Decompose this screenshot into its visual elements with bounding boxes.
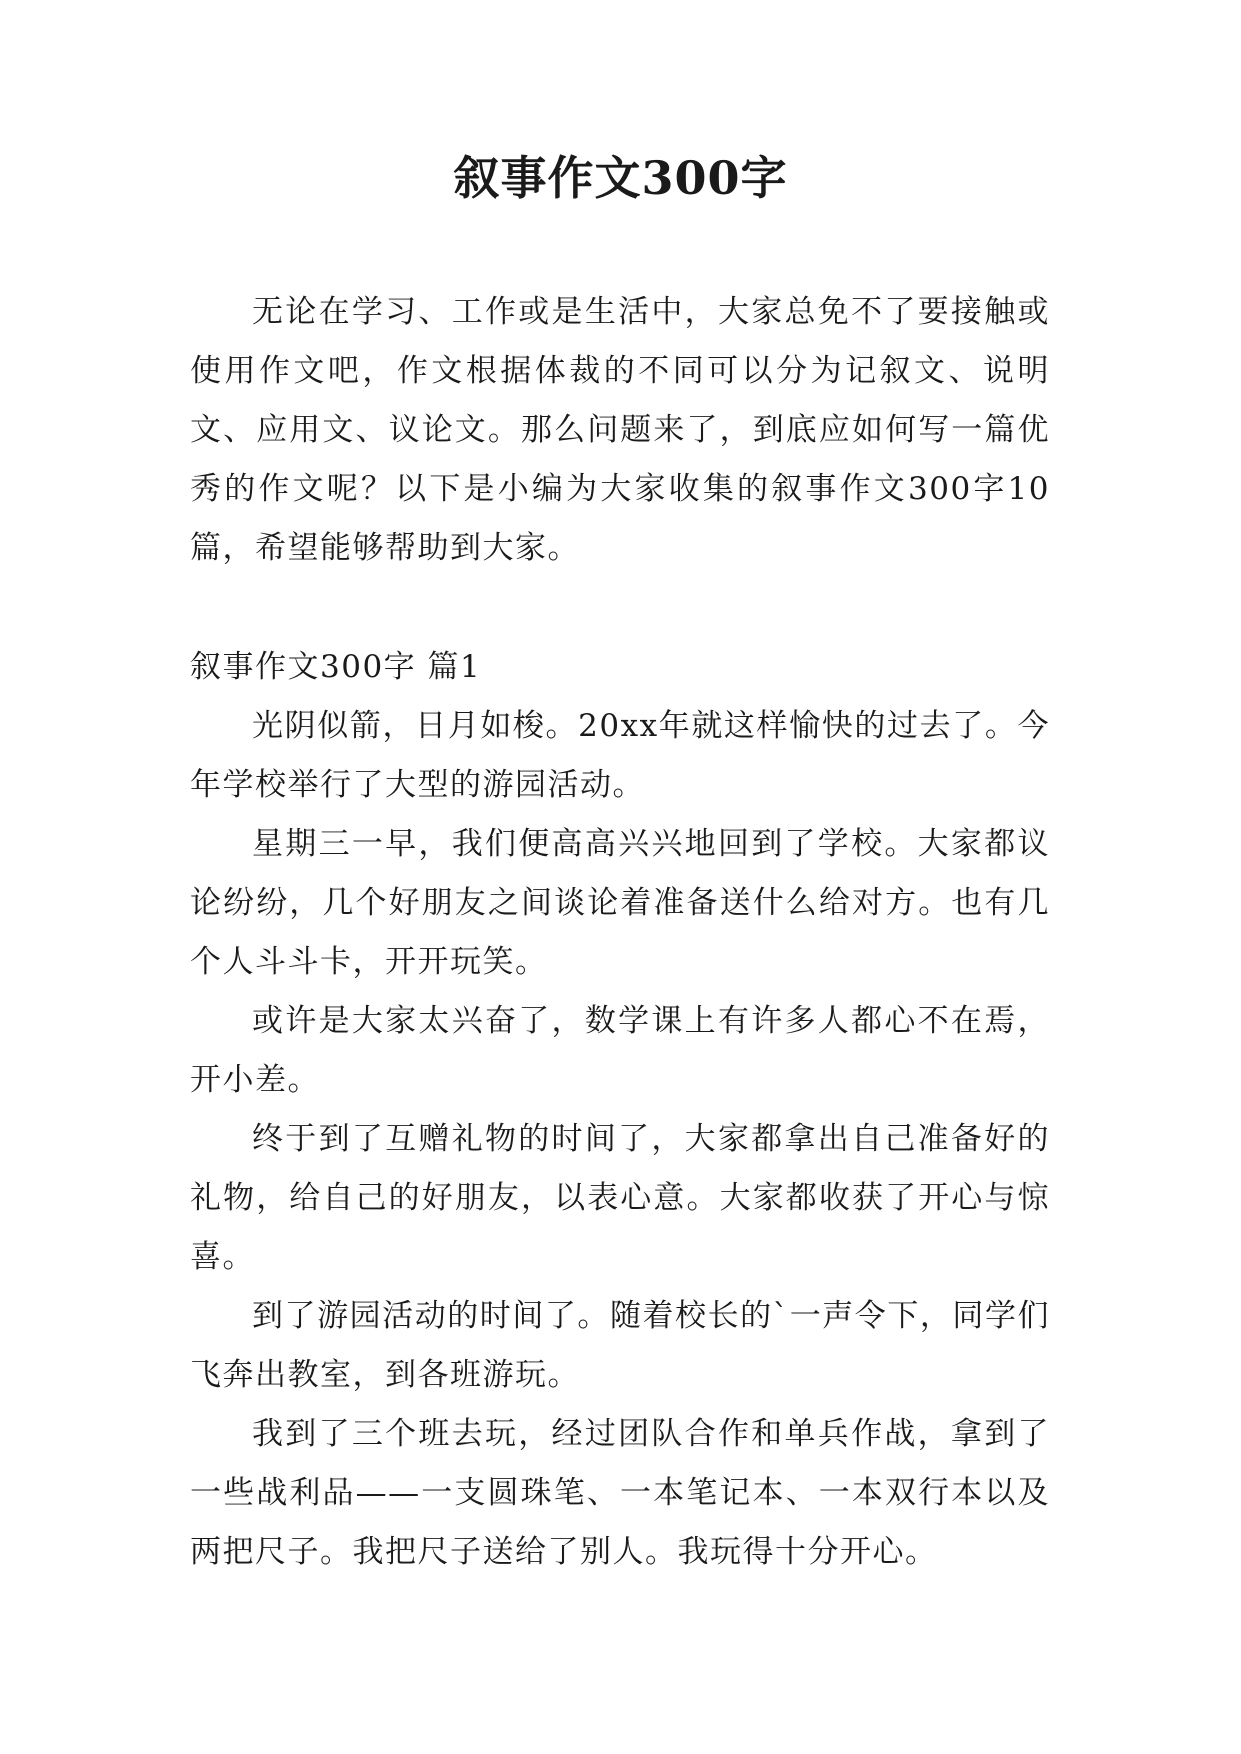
document-title: 叙事作文300字	[453, 151, 788, 205]
body-paragraph: 到了游园活动的时间了。随着校长的`一声令下，同学们飞奔出教室，到各班游玩。	[190, 1298, 1050, 1393]
body-paragraph: 光阴似箭，日月如梭。20xx年就这样愉快的过去了。今年学校举行了大型的游园活动。	[190, 708, 1050, 803]
body-paragraph: 星期三一早，我们便高高兴兴地回到了学校。大家都议论纷纷，几个好朋友之间谈论着准备送什么给对方。也有几个人斗斗卡，开开玩笑。	[190, 826, 1050, 980]
body-paragraph: 我到了三个班去玩，经过团队合作和单兵作战，拿到了一些战利品——一支圆珠笔、一本笔记本、一本双行本以及两把尺子。我把尺子送给了别人。我玩得十分开心。	[190, 1416, 1050, 1570]
paragraph-gap	[190, 578, 1050, 638]
body-paragraph: 或许是大家太兴奋了，数学课上有许多人都心不在焉，开小差。	[190, 1003, 1050, 1098]
intro-paragraph: 无论在学习、工作或是生活中，大家总免不了要接触或使用作文吧，作文根据体裁的不同可以分为记叙文、说明文、应用文、议论文。那么问题来了，到底应如何写一篇优秀的作文呢？以下是小编为大家收集的叙事作文300字10篇，希望能够帮助到大家。	[190, 294, 1050, 566]
section-heading: 叙事作文300字 篇1	[190, 649, 482, 685]
body-paragraph: 终于到了互赠礼物的时间了，大家都拿出自己准备好的礼物，给自己的好朋友，以表心意。大家都收获了开心与惊喜。	[190, 1121, 1050, 1275]
document-body	[190, 283, 1050, 1582]
